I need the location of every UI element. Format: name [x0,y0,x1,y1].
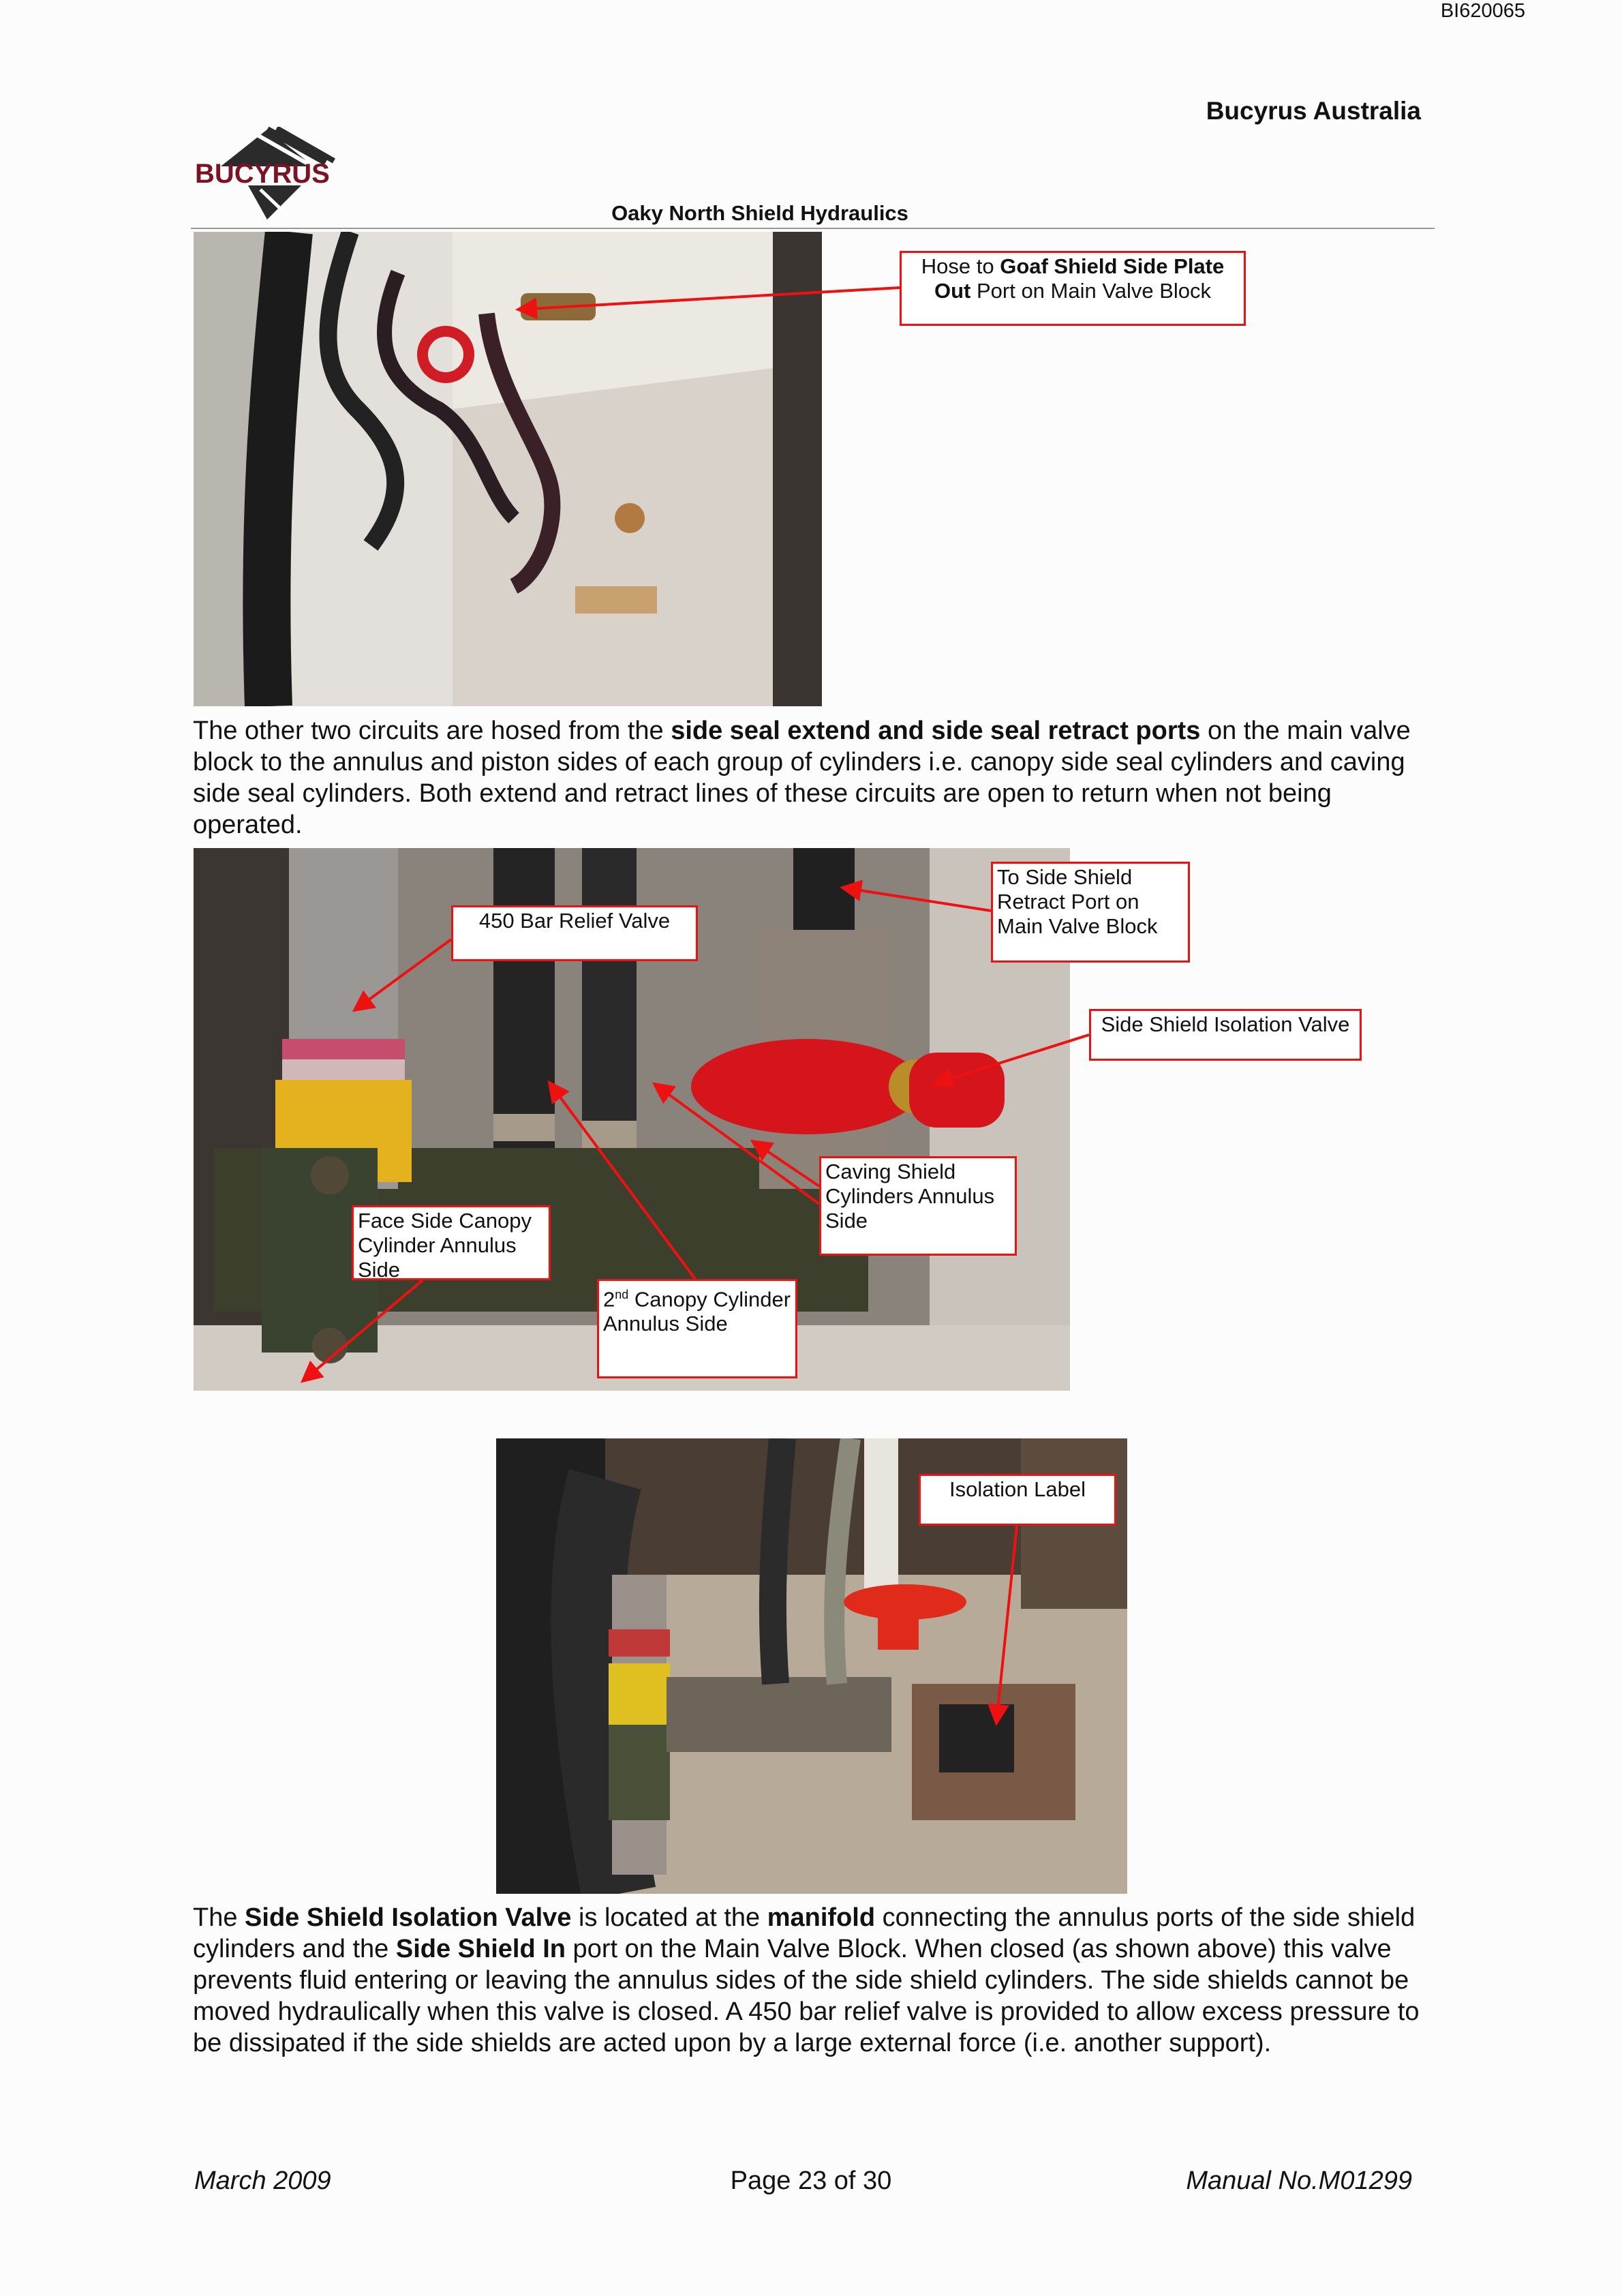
company-name: Bucyrus Australia [1206,97,1421,125]
ordinal-suffix: nd [615,1288,629,1301]
callout-text-post: Port on Main Valve Block [970,279,1211,303]
svg-text:BUCYRUS: BUCYRUS [195,159,330,189]
callout-isolation-label: Isolation Label [919,1474,1116,1526]
paragraph-text: port on the Main Valve Block. When closed (as shown above) this valve prevents fluid entering or leaving the annulus sides of the side shield cylinders. The side shields cannot be moved hydraulically when this valve is closed. A 450 bar relief valve is provided to allow excess pressure to be dissipated if the side shields are acted upon by a large external force (i.e. another support). [193,1935,1420,2057]
callout-relief-valve: 450 Bar Relief Valve [451,905,698,961]
paragraph-isolation-valve [193,1902,1440,2059]
paragraph-text: connecting the annulus ports of the side shield cylinders and the [193,1903,1416,1963]
paragraph-bold: Side Shield Isolation Valve [245,1903,572,1932]
callout-goaf-shield-hose [900,251,1246,326]
header-divider [191,228,1435,229]
callout-second-canopy [597,1279,797,1378]
document-id: BI620065 [1440,0,1525,22]
paragraph-text: The [193,1903,245,1932]
callout-text: Canopy Cylinder Annulus Side [603,1287,791,1336]
paragraph-text: The other two circuits are hosed from the [193,716,671,745]
paragraph-text: on the main valve block to the annulus and piston sides of each group of cylinders i.e. canopy side seal cylinders and caving side seal cylinders. Both extend and retract lines of these circuits are open to return when not being operated. [193,716,1411,839]
paragraph-bold: side seal extend and side seal retract ports [671,716,1201,745]
callout-caving-shield: Caving Shield Cylinders Annulus Side [819,1156,1017,1256]
paragraph-text: is located at the [571,1903,767,1932]
callout-text-out: Out [934,279,971,303]
paragraph-bold: manifold [767,1903,876,1932]
ordinal-number: 2 [603,1287,615,1312]
callout-isolation-valve: Side Shield Isolation Valve [1089,1009,1362,1061]
callout-face-side-canopy: Face Side Canopy Cylinder Annulus Side [352,1205,551,1280]
paragraph-bold: Side Shield In [395,1935,566,1963]
callout-text-pre: Hose to [921,254,1000,278]
footer-page-number: Page 23 of 30 [730,2166,892,2195]
paragraph-circuits [193,715,1440,841]
callout-text-bold: Goaf Shield Side Plate [1000,254,1225,278]
footer-date: March 2009 [194,2166,331,2195]
callout-retract-port: To Side Shield Retract Port on Main Valve Block [991,862,1190,963]
footer-manual-number: Manual No.M01299 [1186,2166,1412,2195]
header-title: Oaky North Shield Hydraulics [611,201,908,225]
goaf-shield-hose-photo [194,232,822,706]
